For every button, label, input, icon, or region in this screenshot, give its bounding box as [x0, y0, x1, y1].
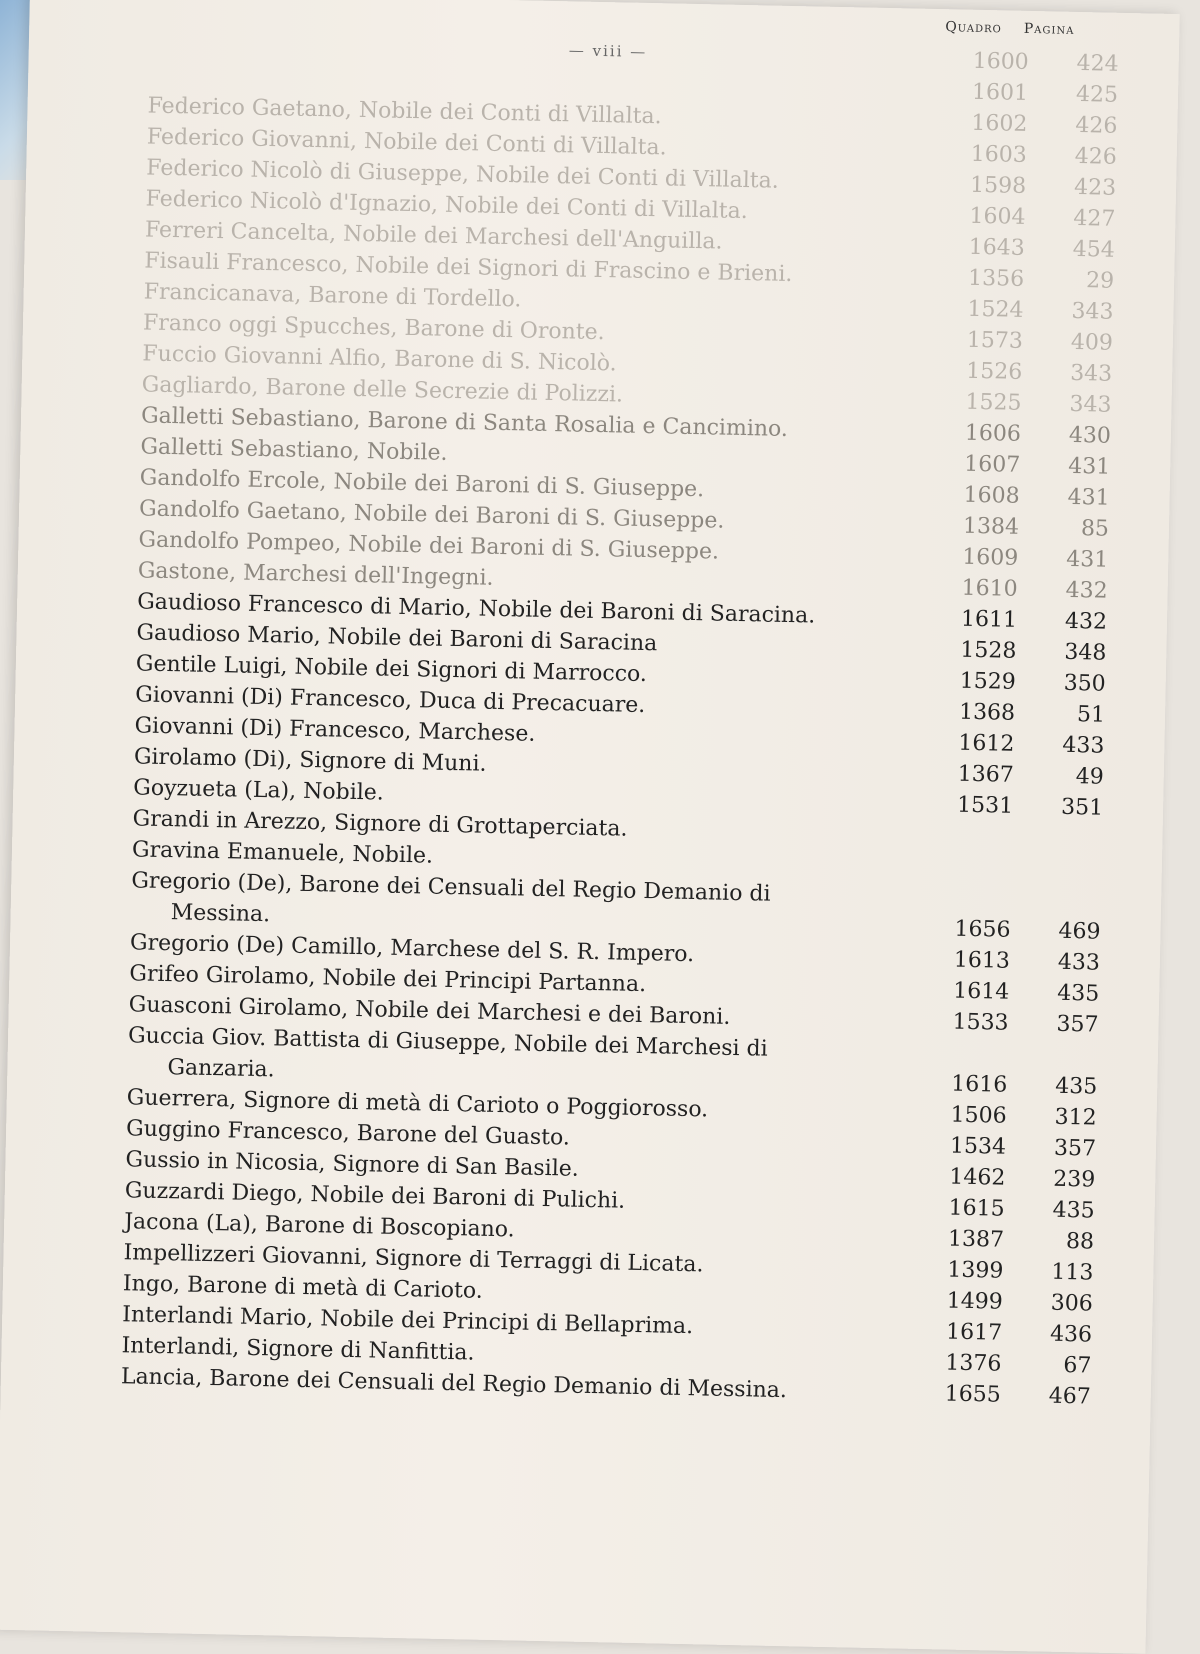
- entry-name: Impellizzeri Giovanni, Signore di Terraggi di Licata.: [123, 1240, 704, 1278]
- entry-name: Grandi in Arezzo, Signore di Grottaperciata.: [132, 806, 628, 842]
- entry-pagina: 29: [1085, 268, 1115, 294]
- entry-name: Federico Giovanni, Nobile dei Conti di Villalta.: [146, 124, 667, 161]
- entry-pagina: 113: [1051, 1259, 1094, 1286]
- entry-quadro: 1612: [958, 730, 1015, 757]
- entry-quadro: 1506: [950, 1102, 1007, 1129]
- entry-quadro: 1611: [960, 606, 1018, 633]
- entry-quadro: 1399: [947, 1257, 1004, 1284]
- entry-name: Jacona (La), Barone di Boscopiano.: [123, 1209, 515, 1243]
- entry-pagina: 88: [1065, 1228, 1095, 1255]
- entry-pagina: 306: [1050, 1290, 1093, 1317]
- entry-pagina: 85: [1080, 516, 1110, 542]
- entry-quadro: 1604: [969, 203, 1026, 230]
- entry-quadro: 1602: [971, 110, 1028, 137]
- entry-pagina: 432: [1065, 577, 1108, 604]
- entry-quadro: 1609: [962, 544, 1019, 571]
- entry-quadro: 1608: [963, 482, 1020, 509]
- entry-pagina: 51: [1076, 702, 1106, 728]
- entry-pagina: 312: [1054, 1104, 1097, 1131]
- entry-name: Guzzardi Diego, Nobile dei Baroni di Pulichi.: [124, 1178, 626, 1214]
- entry-name: Interlandi Mario, Nobile dei Principi di Bellaprima.: [122, 1302, 694, 1340]
- entry-name: Gentile Luigi, Nobile dei Signori di Marrocco.: [135, 651, 648, 688]
- entry-name: Gastone, Marchesi dell'Ingegni.: [137, 558, 494, 591]
- entry-pagina: 348: [1064, 639, 1107, 666]
- entry-quadro: 1655: [944, 1381, 1002, 1408]
- entry-quadro: 1615: [948, 1195, 1005, 1222]
- entry-name: Guasconi Girolamo, Nobile dei Marchesi e dei Baroni.: [128, 992, 731, 1030]
- entry-name: Giovanni (Di) Francesco, Duca di Precacuare.: [134, 682, 646, 719]
- entry-pagina: 433: [1062, 732, 1105, 759]
- entry-name: Gregorio (De), Barone dei Censuali del Regio Demanio di: [131, 868, 771, 907]
- entry-quadro: 1528: [960, 637, 1017, 664]
- entry-quadro: 1534: [949, 1133, 1007, 1160]
- entry-pagina: 435: [1052, 1197, 1095, 1224]
- entry-name: Federico Nicolò di Giuseppe, Nobile dei Conti di Villalta.: [146, 155, 779, 194]
- entry-quadro: 1617: [945, 1319, 1003, 1346]
- entry-name: Guccia Giov. Battista di Giuseppe, Nobile dei Marchesi di: [127, 1023, 768, 1062]
- entry-pagina: 454: [1072, 236, 1116, 263]
- entry-name: Lancia, Barone dei Censuali del Regio Demanio di Messina.: [120, 1364, 788, 1404]
- entry-pagina: 425: [1075, 81, 1119, 108]
- entry-pagina: 431: [1067, 484, 1110, 511]
- entry-name: Gandolfo Pompeo, Nobile dei Baroni di S. Giuseppe.: [138, 527, 720, 565]
- entry-pagina: 67: [1063, 1352, 1092, 1379]
- entry-name: Federico Nicolò d'Ignazio, Nobile dei Conti di Villalta.: [145, 186, 748, 225]
- entry-pagina: 350: [1063, 670, 1106, 697]
- entry-pagina: 426: [1074, 143, 1117, 170]
- entry-pagina: 424: [1076, 50, 1119, 77]
- entry-quadro: 1384: [962, 513, 1020, 540]
- entry-name: Francicanava, Barone di Tordello.: [143, 279, 522, 313]
- page-number: — viii —: [568, 41, 648, 61]
- entry-name: Galletti Sebastiano, Barone di Santa Rosalia e Cancimino.: [140, 403, 789, 442]
- entry-pagina: 469: [1058, 918, 1101, 945]
- entry-pagina: 343: [1069, 391, 1112, 418]
- entry-pagina: 357: [1053, 1135, 1097, 1162]
- entry-name: Ingo, Barone di metà di Carioto.: [122, 1271, 484, 1304]
- entry-name: Federico Gaetano, Nobile dei Conti di Villalta.: [147, 93, 662, 130]
- entry-pagina: 423: [1073, 174, 1117, 201]
- entry-name: Fuccio Giovanni Alfio, Barone di S. Nicolò.: [142, 341, 617, 377]
- index-list: [121, 29, 1129, 1413]
- entry-quadro: 1601: [971, 79, 1029, 106]
- entry-pagina: 427: [1073, 205, 1116, 232]
- entry-quadro: 1462: [949, 1164, 1006, 1191]
- entry-quadro: 1525: [965, 389, 1022, 416]
- entry-pagina: 436: [1049, 1321, 1093, 1348]
- entry-quadro: 1531: [956, 792, 1014, 819]
- entry-name: Interlandi, Signore di Nanfittia.: [121, 1333, 475, 1366]
- entry-quadro: 1526: [965, 358, 1023, 385]
- entry-name: Gandolfo Gaetano, Nobile dei Baroni di S. Giuseppe.: [138, 496, 725, 534]
- entry-name: Guerrera, Signore di metà di Carioto o Poggiorosso.: [126, 1085, 709, 1123]
- entry-name: Franco oggi Spucches, Barone di Oronte.: [142, 310, 605, 346]
- entry-quadro: 1368: [958, 699, 1016, 726]
- entry-quadro: 1533: [952, 1009, 1009, 1036]
- entry-pagina: 430: [1068, 422, 1112, 449]
- entry-pagina: 409: [1070, 329, 1114, 356]
- entry-quadro: 1613: [953, 947, 1011, 974]
- entry-quadro: 1598: [969, 172, 1027, 199]
- entry-name: Ferreri Cancelta, Nobile dei Marchesi dell'Anguilla.: [144, 217, 723, 255]
- entry-quadro: 1643: [968, 234, 1026, 261]
- entry-pagina: 49: [1075, 764, 1105, 790]
- entry-name-continuation: Ganzaria.: [167, 1055, 275, 1083]
- entry-name: Gandolfo Ercole, Nobile dei Baroni di S. Giuseppe.: [139, 465, 705, 503]
- entry-name: Gravina Emanuele, Nobile.: [131, 837, 434, 869]
- entry-pagina: 357: [1056, 1011, 1099, 1038]
- header-quadro: Quadro: [945, 19, 1003, 37]
- entry-pagina: 351: [1060, 794, 1104, 821]
- entry-quadro: 1356: [967, 265, 1025, 292]
- header-pagina: Pagina: [1023, 20, 1075, 38]
- entry-pagina: 431: [1066, 546, 1109, 573]
- entry-pagina: 432: [1064, 608, 1108, 635]
- entry-pagina: 435: [1055, 1073, 1098, 1100]
- entry-name: Girolamo (Di), Signore di Muni.: [133, 744, 487, 777]
- entry-quadro: 1616: [951, 1071, 1008, 1098]
- entry-name: Gaudioso Mario, Nobile dei Baroni di Saracina: [136, 620, 658, 657]
- entry-quadro: 1524: [967, 296, 1024, 323]
- entry-quadro: 1607: [964, 451, 1021, 478]
- entry-quadro: 1610: [961, 575, 1018, 602]
- entry-name: Giovanni (Di) Francesco, Marchese.: [134, 713, 536, 747]
- entry-pagina: 433: [1057, 949, 1101, 976]
- entry-quadro: 1367: [957, 761, 1015, 788]
- entry-quadro: 1529: [959, 668, 1016, 695]
- entry-quadro: 1606: [964, 420, 1022, 447]
- entry-quadro: 1376: [945, 1350, 1002, 1377]
- entry-quadro: 1499: [946, 1288, 1003, 1315]
- entry-name: Grifeo Girolamo, Nobile dei Principi Partanna.: [129, 961, 647, 998]
- entry-name: Gussio in Nicosia, Signore di San Basile.: [125, 1147, 580, 1182]
- entry-name: Guggino Francesco, Barone del Guasto.: [125, 1116, 571, 1151]
- entry-pagina: 467: [1048, 1383, 1092, 1410]
- entry-quadro: 1387: [947, 1226, 1005, 1253]
- entry-name: Gagliardo, Barone delle Secrezie di Polizzi.: [141, 372, 624, 408]
- entry-pagina: 239: [1053, 1166, 1096, 1193]
- entry-quadro: 1614: [952, 978, 1010, 1005]
- entry-quadro: 1603: [970, 141, 1028, 168]
- entry-quadro: 1600: [972, 48, 1029, 75]
- entry-name: Fisauli Francesco, Nobile dei Signori di Frascino e Brieni.: [144, 248, 793, 288]
- entry-quadro: 1656: [954, 916, 1011, 943]
- entry-pagina: 431: [1067, 453, 1111, 480]
- entry-quadro: 1573: [966, 327, 1024, 354]
- entry-pagina: 435: [1056, 980, 1100, 1007]
- entry-name: Goyzueta (La), Nobile.: [133, 775, 385, 806]
- entry-name: Galletti Sebastiano, Nobile.: [140, 434, 448, 466]
- entry-pagina: 426: [1075, 112, 1118, 139]
- entry-name: Gregorio (De) Camillo, Marchese del S. R. Impero.: [129, 930, 695, 968]
- entry-name: Gaudioso Francesco di Mario, Nobile dei Baroni di Saracina.: [136, 589, 816, 629]
- entry-pagina: 343: [1071, 298, 1114, 325]
- entry-name-continuation: Messina.: [170, 900, 271, 928]
- index-content: [121, 3, 1130, 1413]
- entry-pagina: 343: [1069, 360, 1113, 387]
